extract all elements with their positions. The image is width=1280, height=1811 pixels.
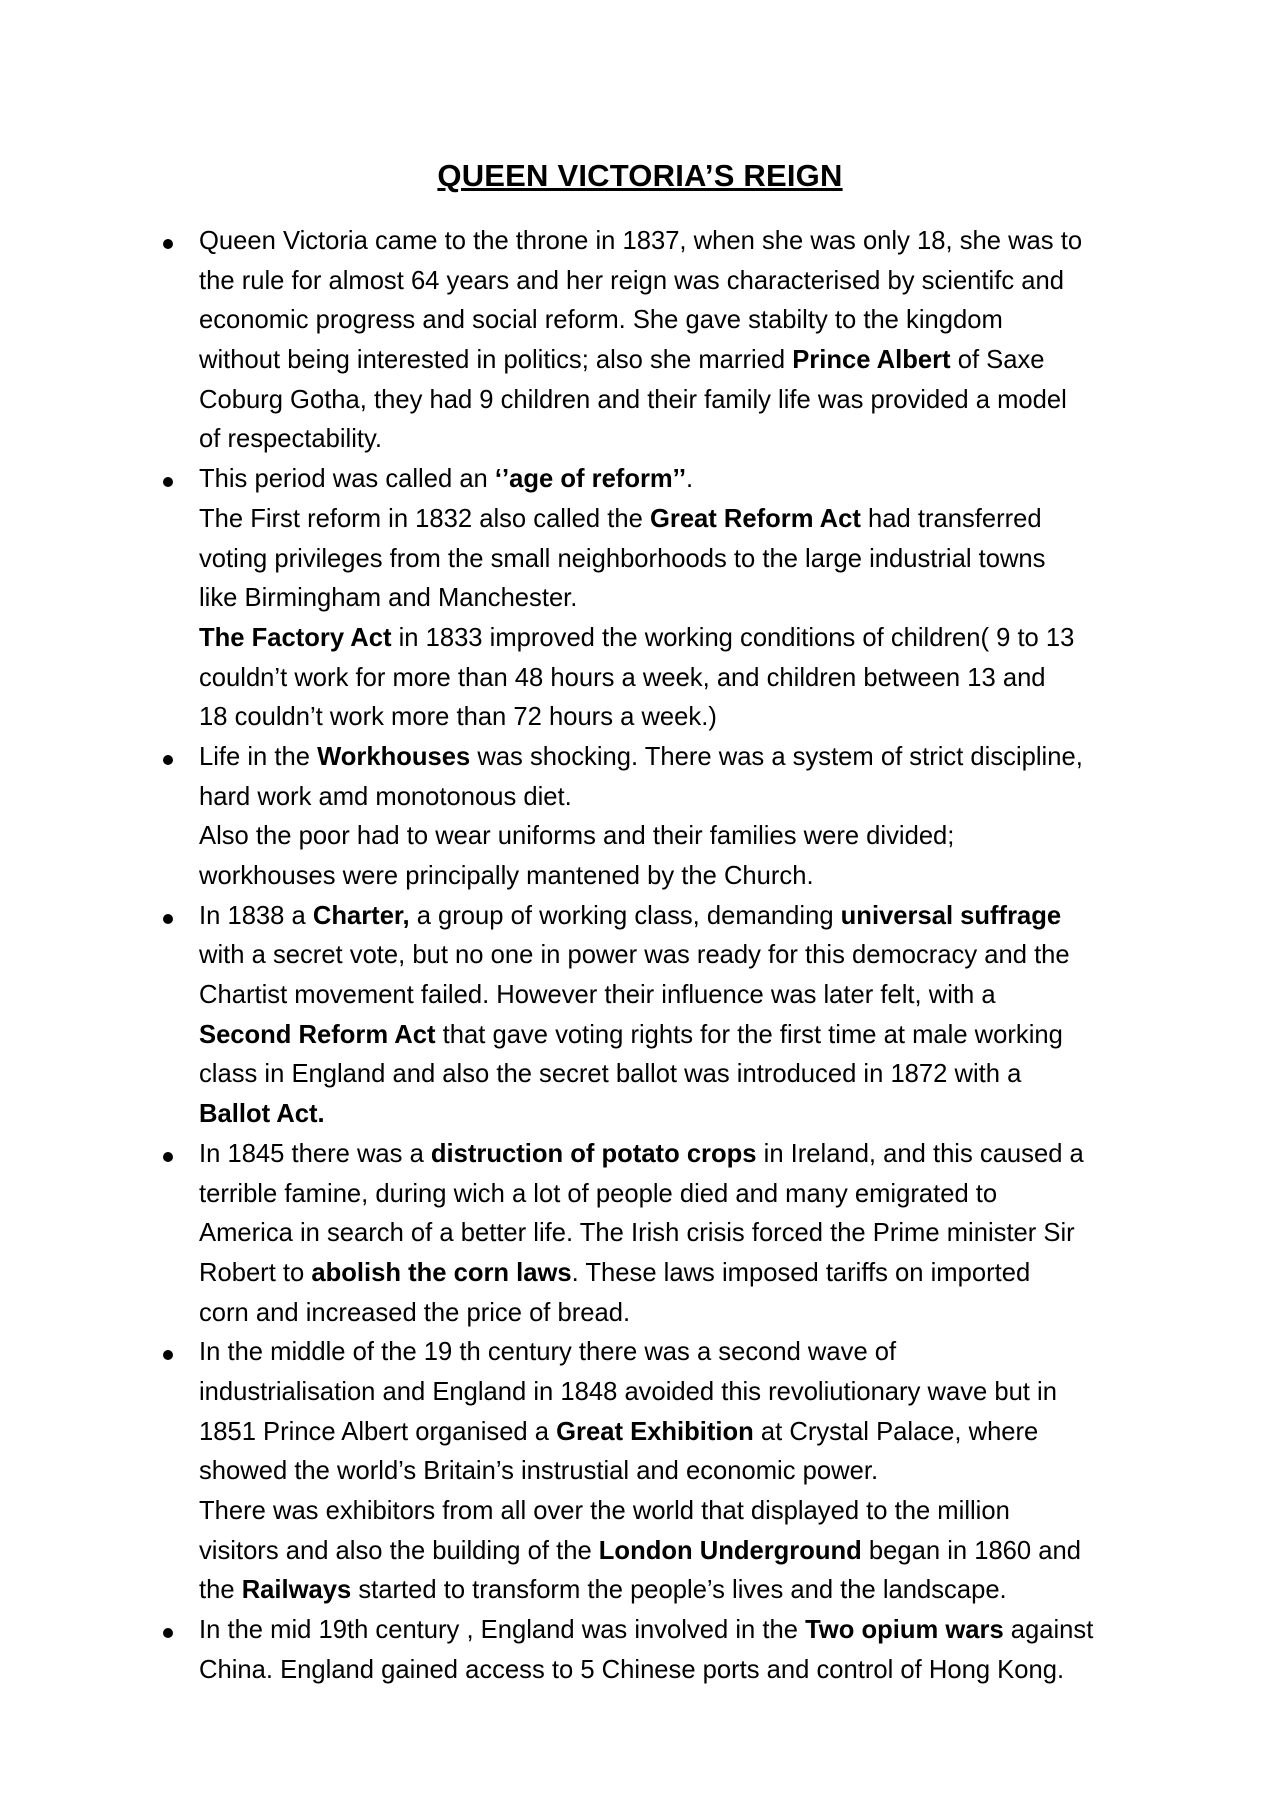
text-line xyxy=(199,936,1209,976)
text-line xyxy=(199,222,1209,262)
text-run: In 1845 there was a xyxy=(199,1139,431,1168)
text-line xyxy=(199,1492,1209,1532)
text-run: like Birmingham and Manchester. xyxy=(199,584,578,613)
text-line xyxy=(199,341,1209,381)
text-run: corn and increased the price of bread. xyxy=(199,1298,631,1327)
text-line xyxy=(199,420,1209,460)
text-line xyxy=(199,460,1209,500)
text-run: against xyxy=(1003,1616,1094,1645)
text-run: was shocking. There was a system of strict discipline, xyxy=(470,742,1083,771)
text-line xyxy=(199,1373,1209,1413)
text-run: had transferred xyxy=(860,504,1042,533)
text-line xyxy=(199,857,1209,897)
text-run: hard work amd monotonous diet. xyxy=(199,782,572,811)
text-line xyxy=(199,1214,1209,1254)
bold-term: distruction of potato crops xyxy=(430,1139,757,1168)
text-run: industrialisation and England in 1848 avoided this revoliutionary wave but in xyxy=(199,1377,1057,1406)
text-line xyxy=(199,301,1209,341)
text-run: economic progress and social reform. She gave stabilty to the kingdom xyxy=(199,306,1003,335)
text-line xyxy=(199,381,1209,421)
text-run: without being interested in politics; also she married xyxy=(199,346,793,375)
text-line xyxy=(199,1294,1209,1334)
text-line xyxy=(199,738,1209,778)
text-line xyxy=(199,897,1209,937)
text-run: . These laws imposed tariffs on imported xyxy=(571,1258,1031,1287)
text-run: China. England gained access to 5 Chinese ports and control of Hong Kong. xyxy=(199,1655,1065,1684)
bullet-point-icon xyxy=(163,477,173,487)
bold-term: universal suffrage xyxy=(840,901,1062,930)
text-run: Queen Victoria came to the throne in 1837, when she was only 18, she was to xyxy=(199,227,1083,255)
bold-term: The Factory Act xyxy=(199,623,392,652)
text-line xyxy=(199,817,1209,857)
bold-term: Great Exhibition xyxy=(556,1417,754,1446)
text-line xyxy=(199,262,1209,302)
bullet-item xyxy=(0,738,1280,897)
bullet-item xyxy=(0,460,1280,738)
text-line xyxy=(199,1333,1209,1373)
text-run: voting privileges from the small neighborhoods to the large industrial towns xyxy=(199,544,1046,573)
bold-term: Two opium wars xyxy=(805,1616,1004,1645)
text-run: The First reform in 1832 also called the xyxy=(199,504,650,533)
bold-term: London Underground xyxy=(598,1536,862,1565)
text-run: In the middle of the 19 th century there was a second wave of xyxy=(199,1338,897,1367)
text-line xyxy=(199,1611,1209,1651)
text-run: started to transform the people’s lives and the landscape. xyxy=(351,1576,1007,1605)
text-run: 1851 Prince Albert organised a xyxy=(199,1417,557,1446)
text-run: showed the world’s Britain’s instrustial and economic power. xyxy=(199,1457,879,1486)
text-run: . xyxy=(685,465,694,494)
text-run: of respectability. xyxy=(199,425,383,454)
text-line xyxy=(199,976,1209,1016)
bold-term: ‘’age of reform’’ xyxy=(494,465,686,494)
text-run: the xyxy=(199,1576,242,1605)
text-run: Chartist movement failed. However their influence was later felt, with a xyxy=(199,981,996,1010)
text-run: of Saxe xyxy=(950,346,1045,375)
text-run: This period was called an xyxy=(199,465,495,494)
text-line xyxy=(199,1095,1209,1135)
bullet-point-icon xyxy=(163,1152,173,1162)
text-line xyxy=(199,1135,1209,1175)
bullet-item xyxy=(0,897,1280,1135)
text-run: that gave voting rights for the first time at male working xyxy=(435,1020,1063,1049)
bold-term: Charter, xyxy=(312,901,410,930)
bullet-point-icon xyxy=(163,1350,173,1360)
text-run: workhouses were principally mantened by the Church. xyxy=(199,862,814,890)
bullet-point-icon xyxy=(163,239,173,249)
text-line xyxy=(199,698,1209,738)
text-run: visitors and also the building of the xyxy=(199,1536,599,1565)
text-line xyxy=(199,1175,1209,1215)
bold-term: Prince Albert xyxy=(792,346,951,375)
text-run: Also the poor had to wear uniforms and their families were divided; xyxy=(199,822,955,851)
bullet-point-icon xyxy=(163,914,173,924)
text-run: the rule for almost 64 years and her reign was characterised by scientifc and xyxy=(199,266,1064,295)
text-run: couldn’t work for more than 48 hours a week, and children between 13 and xyxy=(199,663,1046,692)
text-line xyxy=(199,778,1209,818)
bullet-item xyxy=(0,1333,1280,1611)
bullet-item xyxy=(0,1611,1280,1690)
text-run: 18 couldn’t work more than 72 hours a week.) xyxy=(199,703,717,732)
text-line xyxy=(199,1452,1209,1492)
text-line xyxy=(199,1016,1209,1056)
page-title: QUEEN VICTORIA’S REIGN xyxy=(437,158,843,193)
text-run: America in search of a better life. The Irish crisis forced the Prime minister Sir xyxy=(199,1219,1075,1248)
text-line xyxy=(199,500,1209,540)
text-line xyxy=(199,1254,1209,1294)
text-line xyxy=(199,659,1209,699)
text-line xyxy=(199,1651,1209,1691)
text-run: In 1838 a xyxy=(199,901,313,930)
bold-term: Workhouses xyxy=(317,742,471,771)
bold-term: Railways xyxy=(241,1576,352,1605)
bold-term: Second Reform Act xyxy=(199,1020,436,1049)
bold-term: Ballot Act. xyxy=(199,1100,325,1129)
text-run: Coburg Gotha, they had 9 children and their family life was provided a model xyxy=(199,385,1067,414)
bold-term: abolish the corn laws xyxy=(311,1258,572,1287)
text-line xyxy=(199,579,1209,619)
text-run: began in 1860 and xyxy=(861,1536,1081,1565)
text-run: a group of working class, demanding xyxy=(409,901,841,930)
text-line xyxy=(199,1413,1209,1453)
bullet-point-icon xyxy=(163,755,173,765)
text-run: class in England and also the secret ballot was introduced in 1872 with a xyxy=(199,1060,1022,1089)
text-run: Life in the xyxy=(199,742,318,771)
text-run: with a secret vote, but no one in power was ready for this democracy and the xyxy=(199,941,1070,970)
bullet-item xyxy=(0,222,1280,460)
text-line xyxy=(199,1532,1209,1572)
bullet-item xyxy=(0,1135,1280,1333)
bullet-list xyxy=(0,222,1280,1690)
text-run: There was exhibitors from all over the world that displayed to the million xyxy=(199,1497,1010,1525)
text-line xyxy=(199,540,1209,580)
text-run: in Ireland, and this caused a xyxy=(756,1139,1084,1168)
text-run: In the mid 19th century , England was involved in the xyxy=(199,1616,806,1645)
text-run: Robert to xyxy=(199,1258,312,1287)
bullet-point-icon xyxy=(163,1628,173,1638)
text-run: at Crystal Palace, where xyxy=(753,1417,1039,1446)
text-line xyxy=(199,619,1209,659)
bold-term: Great Reform Act xyxy=(649,504,861,533)
text-line xyxy=(199,1571,1209,1611)
text-line xyxy=(199,1055,1209,1095)
text-run: terrible famine, during wich a lot of people died and many emigrated to xyxy=(199,1179,998,1208)
text-run: in 1833 improved the working conditions of children( 9 to 13 xyxy=(391,623,1075,652)
